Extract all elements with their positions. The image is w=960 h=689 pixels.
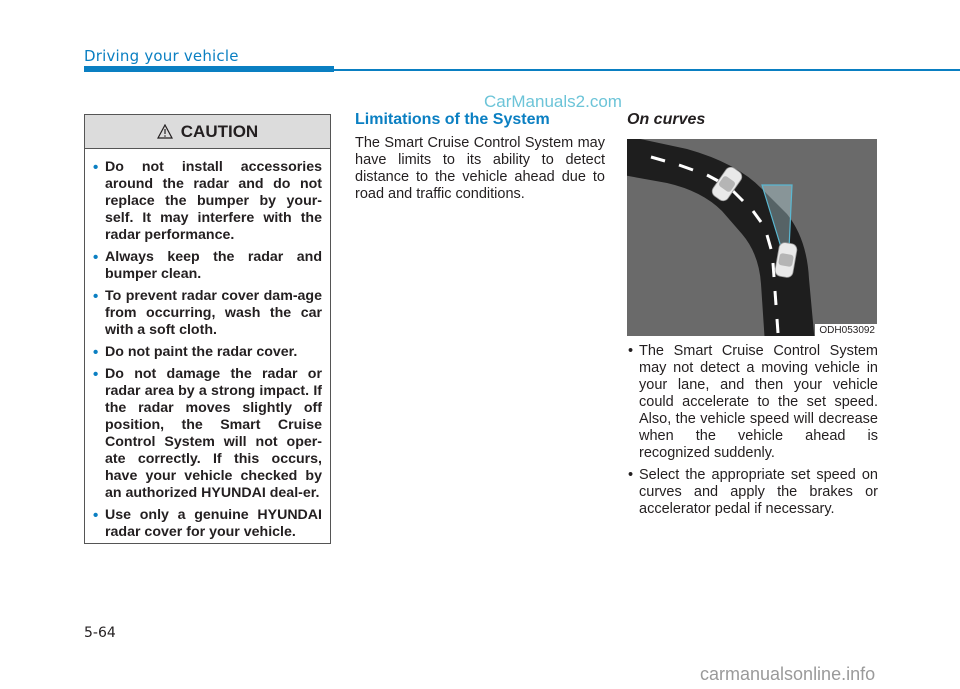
watermark-top: CarManuals2.com [484, 92, 622, 111]
caution-item: • Always keep the radar and bumper clean. [91, 249, 322, 283]
warning-triangle-icon [157, 124, 173, 139]
caution-header [85, 115, 330, 149]
header-bar [84, 66, 334, 72]
watermark-bottom: carmanualsonline.info [700, 664, 876, 684]
page-number: 5-64 [84, 625, 116, 641]
curves-list [627, 343, 878, 523]
caution-list [85, 149, 330, 541]
figure-code: ODH053092 [815, 324, 877, 336]
caution-box [84, 114, 331, 544]
caution-item: • Do not damage the radar or radar area by a strong impact. If the radar moves slightly off position, the Smart Cruise Control System will not oper-ate correctly. If this occurs, have your vehicle checked by an authorized HYUNDAI deal-er. [91, 366, 322, 502]
caution-item: • Do not install accessories around the radar and do not replace the bumper by your-self. It may interfere with the radar performance. [91, 159, 322, 244]
caution-item: • Use only a genuine HYUNDAI radar cover for your vehicle. [91, 507, 322, 541]
limitations-heading: Limitations of the System [355, 111, 550, 128]
curve-road-image [627, 139, 877, 336]
header-rule [334, 69, 960, 71]
curves-item: • Select the appropriate set speed on curves and apply the brakes or accelerator pedal if necessary. [627, 467, 878, 518]
limitations-body: The Smart Cruise Control System may have limits to its ability to detect distance to the vehicle ahead due to road and traffic conditions. [355, 135, 605, 202]
curves-heading: On curves [627, 111, 706, 128]
caution-item: • To prevent radar cover dam-age from occurring, wash the car with a soft cloth. [91, 288, 322, 339]
curve-illustration [627, 139, 877, 336]
caution-item: • Do not paint the radar cover. [91, 344, 322, 361]
caution-title: CAUTION [180, 121, 259, 141]
curves-item: • The Smart Cruise Control System may not detect a moving vehicle in your lane, and then your vehicle could accelerate to the set speed. Also, the vehicle speed will decrease when the vehicle ahead is recognized suddenly. [627, 343, 878, 462]
section-title: Driving your vehicle [84, 47, 239, 65]
